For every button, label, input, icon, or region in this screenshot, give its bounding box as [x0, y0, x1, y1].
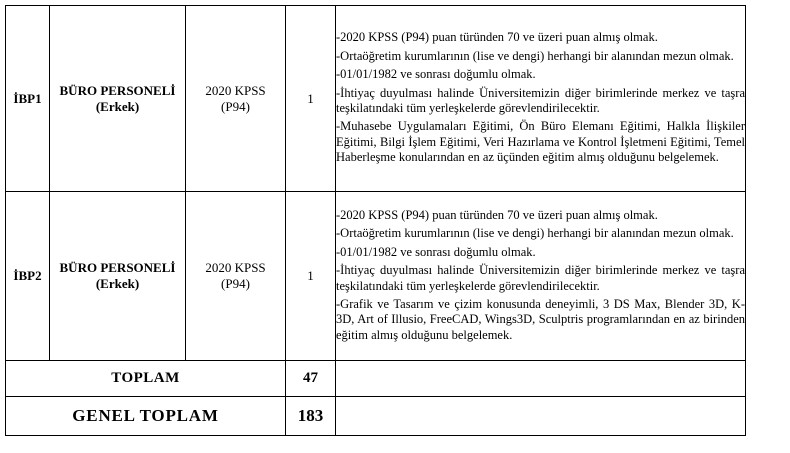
requirement-item: -İhtiyaç duyulması halinde Üniversitemizin diğer birimlerinde merkez ve taşra teşkilatındaki tüm yerleşkelerde görevlendirilecektir.: [336, 85, 745, 115]
positions-table: [5, 5, 746, 436]
requirement-item: -Ortaöğretim kurumlarının (lise ve dengi) herhangi bir alanından mezun olmak.: [336, 226, 734, 241]
requirement-item: -Ortaöğretim kurumlarının (lise ve dengi) herhangi bir alanından mezun olmak.: [336, 48, 734, 63]
total-value: 47: [286, 361, 336, 397]
grand-total-label: GENEL TOPLAM: [6, 397, 286, 436]
grand-total-row: [6, 397, 746, 436]
table-row: [6, 6, 746, 192]
total-row: [6, 361, 746, 397]
requirements-cell: [336, 6, 746, 192]
score-type: (P94): [221, 276, 250, 291]
requirement-item: -01/01/1982 ve sonrası doğumlu olmak.: [336, 67, 536, 82]
score-type: (P94): [221, 98, 250, 114]
position-title: BÜRO PERSONELİ: [59, 82, 176, 98]
grand-total-value: 183: [286, 397, 336, 436]
position-code: İBP2: [6, 192, 50, 361]
position-code: İBP1: [6, 6, 50, 192]
position-count: 1: [286, 192, 336, 361]
table-row: [6, 192, 746, 361]
exam-name: 2020 KPSS: [205, 82, 266, 98]
requirement-item: -01/01/1982 ve sonrası doğumlu olmak.: [336, 244, 536, 259]
requirement-item: -İhtiyaç duyulması halinde Üniversitemizin diğer birimlerinde merkez ve taşra teşkilatındaki tüm yerleşkelerde görevlendirilecektir.: [336, 263, 745, 293]
requirement-item: -2020 KPSS (P94) puan türünden 70 ve üzeri puan almış olmak.: [336, 207, 658, 222]
exam-cell: [186, 6, 286, 192]
position-count: 1: [286, 6, 336, 192]
grand-total-empty-cell: [336, 397, 746, 436]
requirement-item: -Muhasebe Uygulamaları Eğitimi, Ön Büro Elemanı Eğitimi, Halkla İlişkiler Eğitimi, Bilgi İşlem Eğitimi, Veri Hazırlama ve Kontrol İşletmeni Eğitimi, Temel Haberleşme konularından en az üçünden eğitim almış olduğunu belgelemek.: [336, 119, 745, 165]
position-title-cell: [50, 192, 186, 361]
total-empty-cell: [336, 361, 746, 397]
position-title-cell: [50, 6, 186, 192]
position-gender: (Erkek): [95, 276, 140, 291]
requirements-cell: [336, 192, 746, 361]
exam-name: 2020 KPSS: [205, 260, 266, 275]
position-gender: (Erkek): [95, 98, 140, 114]
position-title: BÜRO PERSONELİ: [59, 260, 176, 275]
exam-cell: [186, 192, 286, 361]
requirement-item: -Grafik ve Tasarım ve çizim konusunda deneyimli, 3 DS Max, Blender 3D, K-3D, Art of Illusio, FreeCAD, Wings3D, Sculptris programlarından en az birinden eğitim almış olduğunu belgelemek.: [336, 296, 745, 342]
requirement-item: -2020 KPSS (P94) puan türünden 70 ve üzeri puan almış olmak.: [336, 30, 658, 45]
total-label: TOPLAM: [6, 361, 286, 397]
